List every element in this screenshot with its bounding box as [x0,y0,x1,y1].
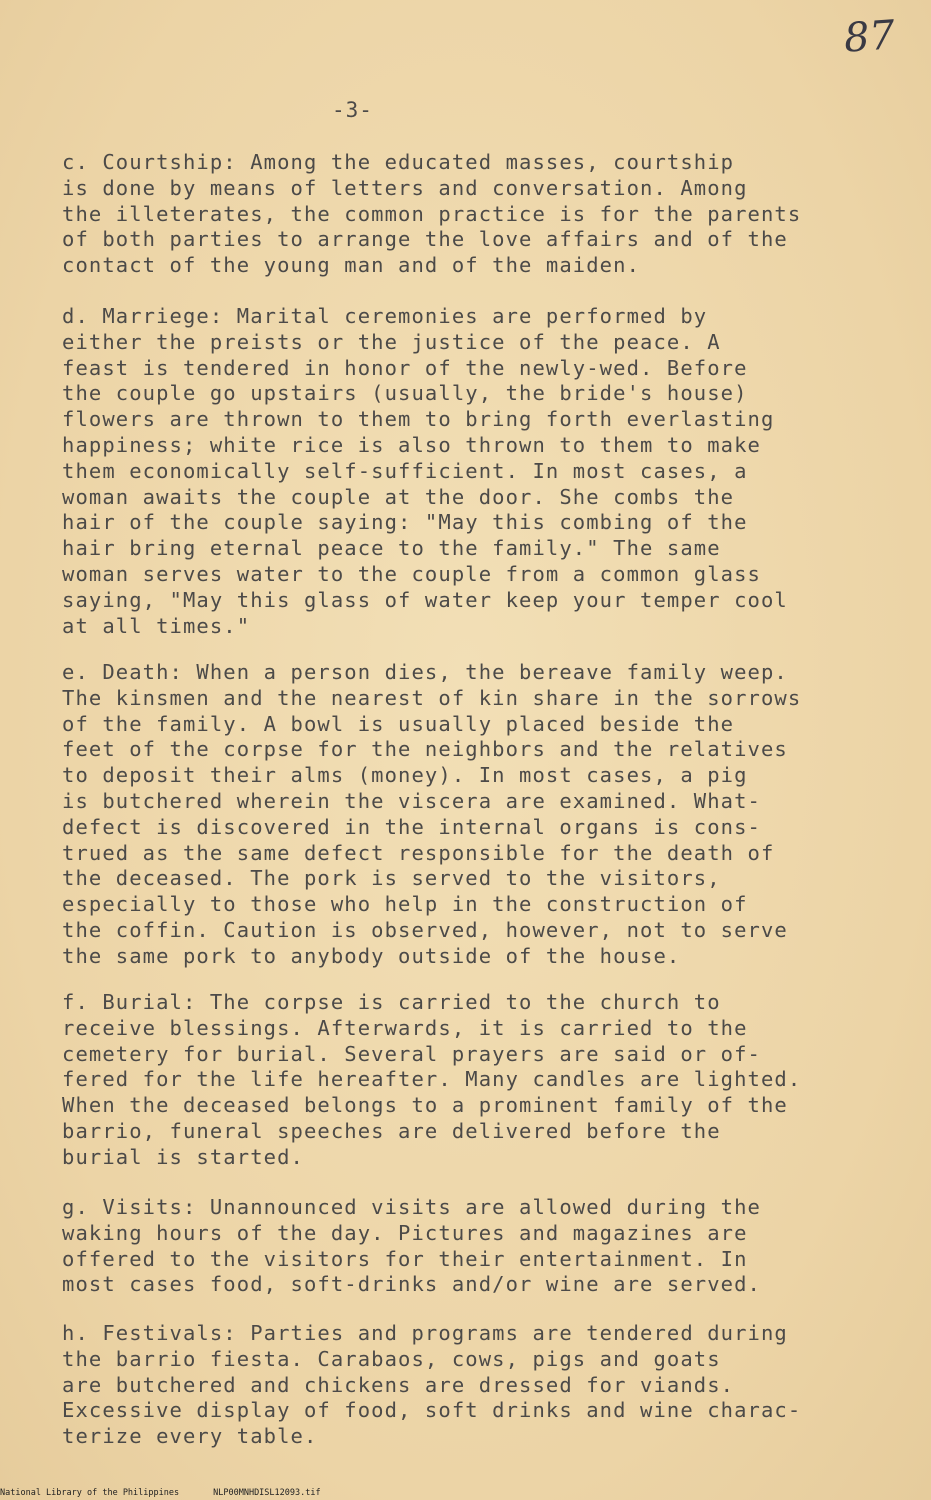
text-line: contact of the young man and of the maiden. [62,253,641,278]
scan-footer [0,1488,355,1498]
text-line: happiness; white rice is also thrown to them to make [62,432,761,457]
text-line: defect is discovered in the internal organs is cons- [62,814,761,839]
section-festivals [62,1321,902,1450]
text-line: barrio, funeral speeches are delivered before the [62,1118,721,1143]
text-line: trued as the same defect responsible for the death of [62,840,775,865]
text-line: receive blessings. Afterwards, it is carried to the [62,1015,748,1040]
text-line: d. Marriege: Marital ceremonies are performed by [62,304,708,328]
text-line: e. Death: When a person dies, the bereave family weep. [62,660,788,684]
text-line: at all times." [62,613,251,638]
text-line: especially to those who help in the construction of [62,892,748,917]
text-line: feet of the corpse for the neighbors and the relatives [62,737,788,762]
footer-library: National Library of the Philippines [0,1488,180,1498]
text-line: f. Burial: The corpse is carried to the church to [62,990,721,1014]
text-line: to deposit their alms (money). In most cases, a pig [62,763,748,788]
text-line: hair of the couple saying: "May this combing of the [62,510,748,535]
text-line: feast is tendered in honor of the newly-wed. Before [62,355,748,380]
text-line: woman awaits the couple at the door. She combs the [62,484,735,509]
text-line: h. Festivals: Parties and programs are tendered during [62,1321,788,1345]
footer-filename: NLP00MNHDISL12093.tif [213,1488,321,1498]
text-line: burial is started. [62,1144,304,1169]
text-line: When the deceased belongs to a prominent family of the [62,1093,788,1118]
text-line: the illeterates, the common practice is for the parents [62,201,802,226]
text-line: of both parties to arrange the love affairs and of the [62,227,788,252]
text-line: flowers are thrown to them to bring forth everlasting [62,407,775,432]
text-line: hair bring eternal peace to the family." The same [62,536,721,561]
text-line: g. Visits: Unannounced visits are allowed during the [62,1195,761,1219]
text-line: the coffin. Caution is observed, however, not to serve [62,917,788,942]
section-death [62,660,902,970]
text-line: are butchered and chickens are dressed for viands. [62,1372,735,1397]
section-burial [62,990,902,1171]
text-line: waking hours of the day. Pictures and magazines are [62,1220,748,1245]
section-courtship [62,150,902,279]
text-line: most cases food, soft-drinks and/or wine are served. [62,1272,761,1297]
text-line: offered to the visitors for their entertainment. In [62,1246,748,1271]
page-number: -3- [332,98,373,122]
section-marriage [62,304,902,639]
text-line: c. Courtship: Among the educated masses, courtship [62,150,735,174]
text-line: of the family. A bowl is usually placed beside the [62,711,735,736]
text-line: The kinsmen and the nearest of kin share in the sorrows [62,685,802,710]
text-line: fered for the life hereafter. Many candles are lighted. [62,1067,802,1092]
text-line: saying, "May this glass of water keep your temper cool [62,587,788,612]
text-line: the barrio fiesta. Carabaos, cows, pigs and goats [62,1346,721,1371]
text-line: woman serves water to the couple from a common glass [62,561,761,586]
text-line: terize every table. [62,1424,318,1449]
text-line: is butchered wherein the viscera are examined. What- [62,788,761,813]
text-line: them economically self-sufficient. In most cases, a [62,458,748,483]
text-line: the couple go upstairs (usually, the bride's house) [62,381,748,406]
handwritten-folio-number: 87 [842,12,897,62]
text-line: is done by means of letters and conversation. Among [62,175,748,200]
text-line: cemetery for burial. Several prayers are said or of- [62,1041,761,1066]
text-line: the same pork to anybody outside of the house. [62,943,681,968]
text-line: Excessive display of food, soft drinks and wine charac- [62,1398,802,1423]
section-visits [62,1195,902,1298]
text-line: either the preists or the justice of the peace. A [62,329,721,354]
text-line: the deceased. The pork is served to the visitors, [62,866,721,891]
